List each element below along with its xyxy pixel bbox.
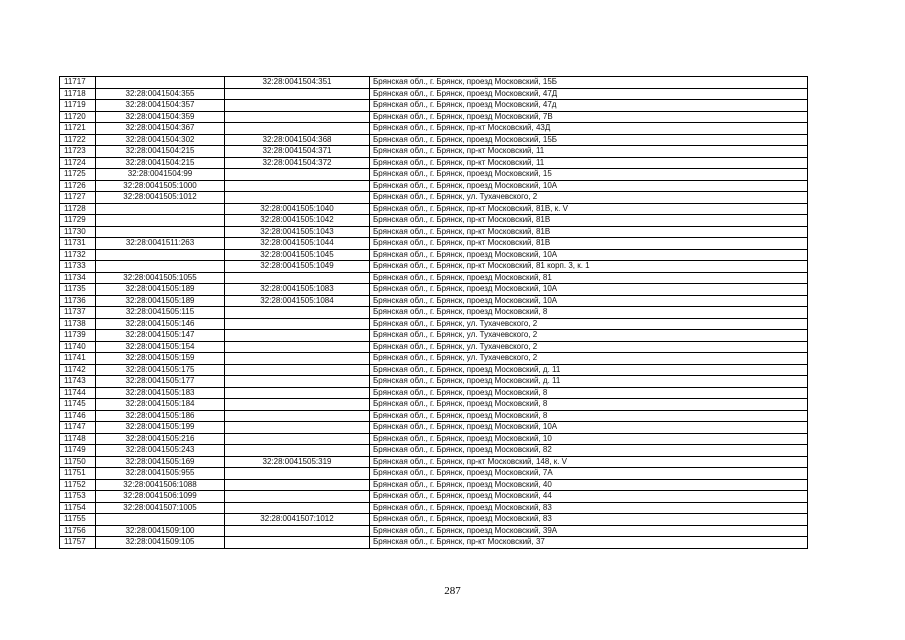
table-row bbox=[60, 468, 808, 480]
land-cadastral-number-cell: 32:28:0041505:184 bbox=[96, 399, 225, 411]
row-number-cell: 11744 bbox=[60, 387, 96, 399]
table-row bbox=[60, 330, 808, 342]
land-cadastral-number-cell: 32:28:0041505:243 bbox=[96, 445, 225, 457]
row-number-cell: 11753 bbox=[60, 491, 96, 503]
building-cadastral-number-cell bbox=[225, 491, 370, 503]
building-cadastral-number-cell: 32:28:0041505:1043 bbox=[225, 226, 370, 238]
address-cell: Брянская обл., г. Брянск, пр-кт Московский, 81В bbox=[370, 226, 808, 238]
building-cadastral-number-cell: 32:28:0041505:1045 bbox=[225, 249, 370, 261]
address-cell: Брянская обл., г. Брянск, проезд Московский, 10А bbox=[370, 295, 808, 307]
table-row bbox=[60, 100, 808, 112]
table-row bbox=[60, 123, 808, 135]
row-number-cell: 11742 bbox=[60, 364, 96, 376]
building-cadastral-number-cell: 32:28:0041505:1044 bbox=[225, 238, 370, 250]
building-cadastral-number-cell bbox=[225, 100, 370, 112]
table-row bbox=[60, 134, 808, 146]
row-number-cell: 11726 bbox=[60, 180, 96, 192]
table-row bbox=[60, 341, 808, 353]
table-row bbox=[60, 433, 808, 445]
row-number-cell: 11730 bbox=[60, 226, 96, 238]
land-cadastral-number-cell: 32:28:0041505:1012 bbox=[96, 192, 225, 204]
land-cadastral-number-cell: 32:28:0041505:216 bbox=[96, 433, 225, 445]
land-cadastral-number-cell: 32:28:0041506:1088 bbox=[96, 479, 225, 491]
land-cadastral-number-cell: 32:28:0041505:169 bbox=[96, 456, 225, 468]
table-row bbox=[60, 88, 808, 100]
table-body bbox=[60, 77, 808, 549]
building-cadastral-number-cell: 32:28:0041505:1049 bbox=[225, 261, 370, 273]
land-cadastral-number-cell: 32:28:0041507:1005 bbox=[96, 502, 225, 514]
row-number-cell: 11724 bbox=[60, 157, 96, 169]
row-number-cell: 11757 bbox=[60, 537, 96, 549]
building-cadastral-number-cell: 32:28:0041504:368 bbox=[225, 134, 370, 146]
address-cell: Брянская обл., г. Брянск, проезд Московский, 10А bbox=[370, 284, 808, 296]
row-number-cell: 11732 bbox=[60, 249, 96, 261]
address-cell: Брянская обл., г. Брянск, проезд Московский, 40 bbox=[370, 479, 808, 491]
address-cell: Брянская обл., г. Брянск, проезд Московский, 7В bbox=[370, 111, 808, 123]
row-number-cell: 11723 bbox=[60, 146, 96, 158]
row-number-cell: 11719 bbox=[60, 100, 96, 112]
row-number-cell: 11718 bbox=[60, 88, 96, 100]
building-cadastral-number-cell: 32:28:0041507:1012 bbox=[225, 514, 370, 526]
land-cadastral-number-cell: 32:28:0041505:159 bbox=[96, 353, 225, 365]
land-cadastral-number-cell: 32:28:0041505:147 bbox=[96, 330, 225, 342]
address-cell: Брянская обл., г. Брянск, пр-кт Московский, 81 корп. 3, к. 1 bbox=[370, 261, 808, 273]
row-number-cell: 11752 bbox=[60, 479, 96, 491]
table-row bbox=[60, 456, 808, 468]
table-row bbox=[60, 537, 808, 549]
table-row bbox=[60, 479, 808, 491]
address-cell: Брянская обл., г. Брянск, проезд Московский, 10А bbox=[370, 422, 808, 434]
building-cadastral-number-cell bbox=[225, 479, 370, 491]
building-cadastral-number-cell bbox=[225, 422, 370, 434]
row-number-cell: 11728 bbox=[60, 203, 96, 215]
address-cell: Брянская обл., г. Брянск, проезд Московский, 83 bbox=[370, 514, 808, 526]
row-number-cell: 11717 bbox=[60, 77, 96, 89]
table-row bbox=[60, 353, 808, 365]
table-row bbox=[60, 318, 808, 330]
row-number-cell: 11720 bbox=[60, 111, 96, 123]
row-number-cell: 11740 bbox=[60, 341, 96, 353]
table-row bbox=[60, 157, 808, 169]
land-cadastral-number-cell: 32:28:0041505:183 bbox=[96, 387, 225, 399]
address-cell: Брянская обл., г. Брянск, проезд Московский, 8 bbox=[370, 307, 808, 319]
building-cadastral-number-cell bbox=[225, 330, 370, 342]
table-row bbox=[60, 180, 808, 192]
building-cadastral-number-cell bbox=[225, 318, 370, 330]
table-row bbox=[60, 491, 808, 503]
row-number-cell: 11741 bbox=[60, 353, 96, 365]
row-number-cell: 11725 bbox=[60, 169, 96, 181]
row-number-cell: 11754 bbox=[60, 502, 96, 514]
address-cell: Брянская обл., г. Брянск, пр-кт Московский, 81В bbox=[370, 238, 808, 250]
address-cell: Брянская обл., г. Брянск, проезд Московский, 83 bbox=[370, 502, 808, 514]
address-cell: Брянская обл., г. Брянск, проезд Московский, 15Б bbox=[370, 77, 808, 89]
land-cadastral-number-cell: 32:28:0041504:355 bbox=[96, 88, 225, 100]
table-row bbox=[60, 502, 808, 514]
land-cadastral-number-cell: 32:28:0041505:189 bbox=[96, 295, 225, 307]
table-row bbox=[60, 249, 808, 261]
building-cadastral-number-cell bbox=[225, 537, 370, 549]
land-cadastral-number-cell: 32:28:0041511:263 bbox=[96, 238, 225, 250]
land-cadastral-number-cell: 32:28:0041504:367 bbox=[96, 123, 225, 135]
building-cadastral-number-cell bbox=[225, 445, 370, 457]
land-cadastral-number-cell: 32:28:0041509:100 bbox=[96, 525, 225, 537]
building-cadastral-number-cell: 32:28:0041504:371 bbox=[225, 146, 370, 158]
table-row bbox=[60, 77, 808, 89]
land-cadastral-number-cell bbox=[96, 249, 225, 261]
table-row bbox=[60, 514, 808, 526]
building-cadastral-number-cell bbox=[225, 364, 370, 376]
address-cell: Брянская обл., г. Брянск, проезд Московский, 44 bbox=[370, 491, 808, 503]
building-cadastral-number-cell bbox=[225, 307, 370, 319]
row-number-cell: 11743 bbox=[60, 376, 96, 388]
row-number-cell: 11755 bbox=[60, 514, 96, 526]
row-number-cell: 11736 bbox=[60, 295, 96, 307]
page-number: 287 bbox=[444, 585, 461, 597]
table-row bbox=[60, 203, 808, 215]
building-cadastral-number-cell bbox=[225, 123, 370, 135]
building-cadastral-number-cell bbox=[225, 111, 370, 123]
table-row bbox=[60, 399, 808, 411]
land-cadastral-number-cell: 32:28:0041504:357 bbox=[96, 100, 225, 112]
table-row bbox=[60, 169, 808, 181]
address-cell: Брянская обл., г. Брянск, ул. Тухачевского, 2 bbox=[370, 192, 808, 204]
land-cadastral-number-cell bbox=[96, 215, 225, 227]
building-cadastral-number-cell bbox=[225, 341, 370, 353]
table-row bbox=[60, 445, 808, 457]
table-row bbox=[60, 422, 808, 434]
address-cell: Брянская обл., г. Брянск, пр-кт Московский, 11 bbox=[370, 146, 808, 158]
address-cell: Брянская обл., г. Брянск, проезд Московский, 10 bbox=[370, 433, 808, 445]
row-number-cell: 11746 bbox=[60, 410, 96, 422]
address-cell: Брянская обл., г. Брянск, проезд Московский, 7А bbox=[370, 468, 808, 480]
land-cadastral-number-cell: 32:28:0041505:189 bbox=[96, 284, 225, 296]
table-row bbox=[60, 272, 808, 284]
address-cell: Брянская обл., г. Брянск, пр-кт Московский, 81В, к. V bbox=[370, 203, 808, 215]
table-row bbox=[60, 146, 808, 158]
land-cadastral-number-cell: 32:28:0041504:99 bbox=[96, 169, 225, 181]
table-row bbox=[60, 387, 808, 399]
table-row bbox=[60, 307, 808, 319]
building-cadastral-number-cell bbox=[225, 468, 370, 480]
row-number-cell: 11739 bbox=[60, 330, 96, 342]
table-row bbox=[60, 192, 808, 204]
row-number-cell: 11751 bbox=[60, 468, 96, 480]
table-row bbox=[60, 284, 808, 296]
address-cell: Брянская обл., г. Брянск, проезд Московский, 47Д bbox=[370, 88, 808, 100]
row-number-cell: 11731 bbox=[60, 238, 96, 250]
address-cell: Брянская обл., г. Брянск, пр-кт Московский, 37 bbox=[370, 537, 808, 549]
row-number-cell: 11727 bbox=[60, 192, 96, 204]
land-cadastral-number-cell bbox=[96, 203, 225, 215]
land-cadastral-number-cell bbox=[96, 514, 225, 526]
table-row bbox=[60, 410, 808, 422]
address-cell: Брянская обл., г. Брянск, проезд Московский, 15Б bbox=[370, 134, 808, 146]
row-number-cell: 11738 bbox=[60, 318, 96, 330]
row-number-cell: 11735 bbox=[60, 284, 96, 296]
table-row bbox=[60, 238, 808, 250]
table-row bbox=[60, 226, 808, 238]
land-cadastral-number-cell bbox=[96, 77, 225, 89]
row-number-cell: 11737 bbox=[60, 307, 96, 319]
building-cadastral-number-cell bbox=[225, 410, 370, 422]
land-cadastral-number-cell bbox=[96, 226, 225, 238]
cadastral-table bbox=[59, 76, 808, 549]
land-cadastral-number-cell: 32:28:0041505:1055 bbox=[96, 272, 225, 284]
row-number-cell: 11733 bbox=[60, 261, 96, 273]
address-cell: Брянская обл., г. Брянск, проезд Московский, 8 bbox=[370, 410, 808, 422]
address-cell: Брянская обл., г. Брянск, пр-кт Московский, 148, к. V bbox=[370, 456, 808, 468]
land-cadastral-number-cell: 32:28:0041505:115 bbox=[96, 307, 225, 319]
table-row bbox=[60, 215, 808, 227]
row-number-cell: 11747 bbox=[60, 422, 96, 434]
address-cell: Брянская обл., г. Брянск, проезд Московский, 8 bbox=[370, 399, 808, 411]
address-cell: Брянская обл., г. Брянск, пр-кт Московский, 43Д bbox=[370, 123, 808, 135]
row-number-cell: 11756 bbox=[60, 525, 96, 537]
land-cadastral-number-cell: 32:28:0041505:154 bbox=[96, 341, 225, 353]
address-cell: Брянская обл., г. Брянск, проезд Московский, 8 bbox=[370, 387, 808, 399]
building-cadastral-number-cell bbox=[225, 376, 370, 388]
land-cadastral-number-cell: 32:28:0041505:186 bbox=[96, 410, 225, 422]
land-cadastral-number-cell: 32:28:0041504:215 bbox=[96, 146, 225, 158]
address-cell: Брянская обл., г. Брянск, проезд Московский, 10А bbox=[370, 180, 808, 192]
address-cell: Брянская обл., г. Брянск, ул. Тухачевского, 2 bbox=[370, 353, 808, 365]
table-row bbox=[60, 111, 808, 123]
building-cadastral-number-cell bbox=[225, 272, 370, 284]
building-cadastral-number-cell bbox=[225, 180, 370, 192]
row-number-cell: 11745 bbox=[60, 399, 96, 411]
building-cadastral-number-cell bbox=[225, 88, 370, 100]
building-cadastral-number-cell bbox=[225, 353, 370, 365]
address-cell: Брянская обл., г. Брянск, пр-кт Московский, 11 bbox=[370, 157, 808, 169]
building-cadastral-number-cell: 32:28:0041504:351 bbox=[225, 77, 370, 89]
building-cadastral-number-cell bbox=[225, 169, 370, 181]
address-cell: Брянская обл., г. Брянск, проезд Московский, д. 11 bbox=[370, 364, 808, 376]
address-cell: Брянская обл., г. Брянск, ул. Тухачевского, 2 bbox=[370, 341, 808, 353]
table-row bbox=[60, 376, 808, 388]
row-number-cell: 11729 bbox=[60, 215, 96, 227]
building-cadastral-number-cell: 32:28:0041505:1042 bbox=[225, 215, 370, 227]
table-row bbox=[60, 295, 808, 307]
table-row bbox=[60, 261, 808, 273]
land-cadastral-number-cell: 32:28:0041505:175 bbox=[96, 364, 225, 376]
row-number-cell: 11721 bbox=[60, 123, 96, 135]
address-cell: Брянская обл., г. Брянск, проезд Московский, д. 11 bbox=[370, 376, 808, 388]
land-cadastral-number-cell: 32:28:0041505:146 bbox=[96, 318, 225, 330]
land-cadastral-number-cell: 32:28:0041506:1099 bbox=[96, 491, 225, 503]
building-cadastral-number-cell: 32:28:0041505:319 bbox=[225, 456, 370, 468]
row-number-cell: 11722 bbox=[60, 134, 96, 146]
address-cell: Брянская обл., г. Брянск, проезд Московский, 47д bbox=[370, 100, 808, 112]
row-number-cell: 11734 bbox=[60, 272, 96, 284]
land-cadastral-number-cell: 32:28:0041505:199 bbox=[96, 422, 225, 434]
land-cadastral-number-cell: 32:28:0041505:1000 bbox=[96, 180, 225, 192]
building-cadastral-number-cell bbox=[225, 525, 370, 537]
land-cadastral-number-cell: 32:28:0041505:955 bbox=[96, 468, 225, 480]
land-cadastral-number-cell: 32:28:0041504:215 bbox=[96, 157, 225, 169]
building-cadastral-number-cell: 32:28:0041505:1040 bbox=[225, 203, 370, 215]
row-number-cell: 11749 bbox=[60, 445, 96, 457]
building-cadastral-number-cell bbox=[225, 502, 370, 514]
building-cadastral-number-cell bbox=[225, 192, 370, 204]
building-cadastral-number-cell: 32:28:0041505:1084 bbox=[225, 295, 370, 307]
table-row bbox=[60, 364, 808, 376]
address-cell: Брянская обл., г. Брянск, пр-кт Московский, 81В bbox=[370, 215, 808, 227]
building-cadastral-number-cell: 32:28:0041505:1083 bbox=[225, 284, 370, 296]
address-cell: Брянская обл., г. Брянск, проезд Московский, 39А bbox=[370, 525, 808, 537]
table-row bbox=[60, 525, 808, 537]
building-cadastral-number-cell bbox=[225, 399, 370, 411]
land-cadastral-number-cell: 32:28:0041505:177 bbox=[96, 376, 225, 388]
address-cell: Брянская обл., г. Брянск, проезд Московский, 81 bbox=[370, 272, 808, 284]
address-cell: Брянская обл., г. Брянск, ул. Тухачевского, 2 bbox=[370, 330, 808, 342]
row-number-cell: 11750 bbox=[60, 456, 96, 468]
land-cadastral-number-cell: 32:28:0041509:105 bbox=[96, 537, 225, 549]
land-cadastral-number-cell: 32:28:0041504:302 bbox=[96, 134, 225, 146]
land-cadastral-number-cell: 32:28:0041504:359 bbox=[96, 111, 225, 123]
building-cadastral-number-cell bbox=[225, 387, 370, 399]
land-cadastral-number-cell bbox=[96, 261, 225, 273]
address-cell: Брянская обл., г. Брянск, проезд Московский, 10А bbox=[370, 249, 808, 261]
address-cell: Брянская обл., г. Брянск, ул. Тухачевского, 2 bbox=[370, 318, 808, 330]
building-cadastral-number-cell bbox=[225, 433, 370, 445]
address-cell: Брянская обл., г. Брянск, проезд Московский, 15 bbox=[370, 169, 808, 181]
address-cell: Брянская обл., г. Брянск, проезд Московский, 82 bbox=[370, 445, 808, 457]
building-cadastral-number-cell: 32:28:0041504:372 bbox=[225, 157, 370, 169]
row-number-cell: 11748 bbox=[60, 433, 96, 445]
